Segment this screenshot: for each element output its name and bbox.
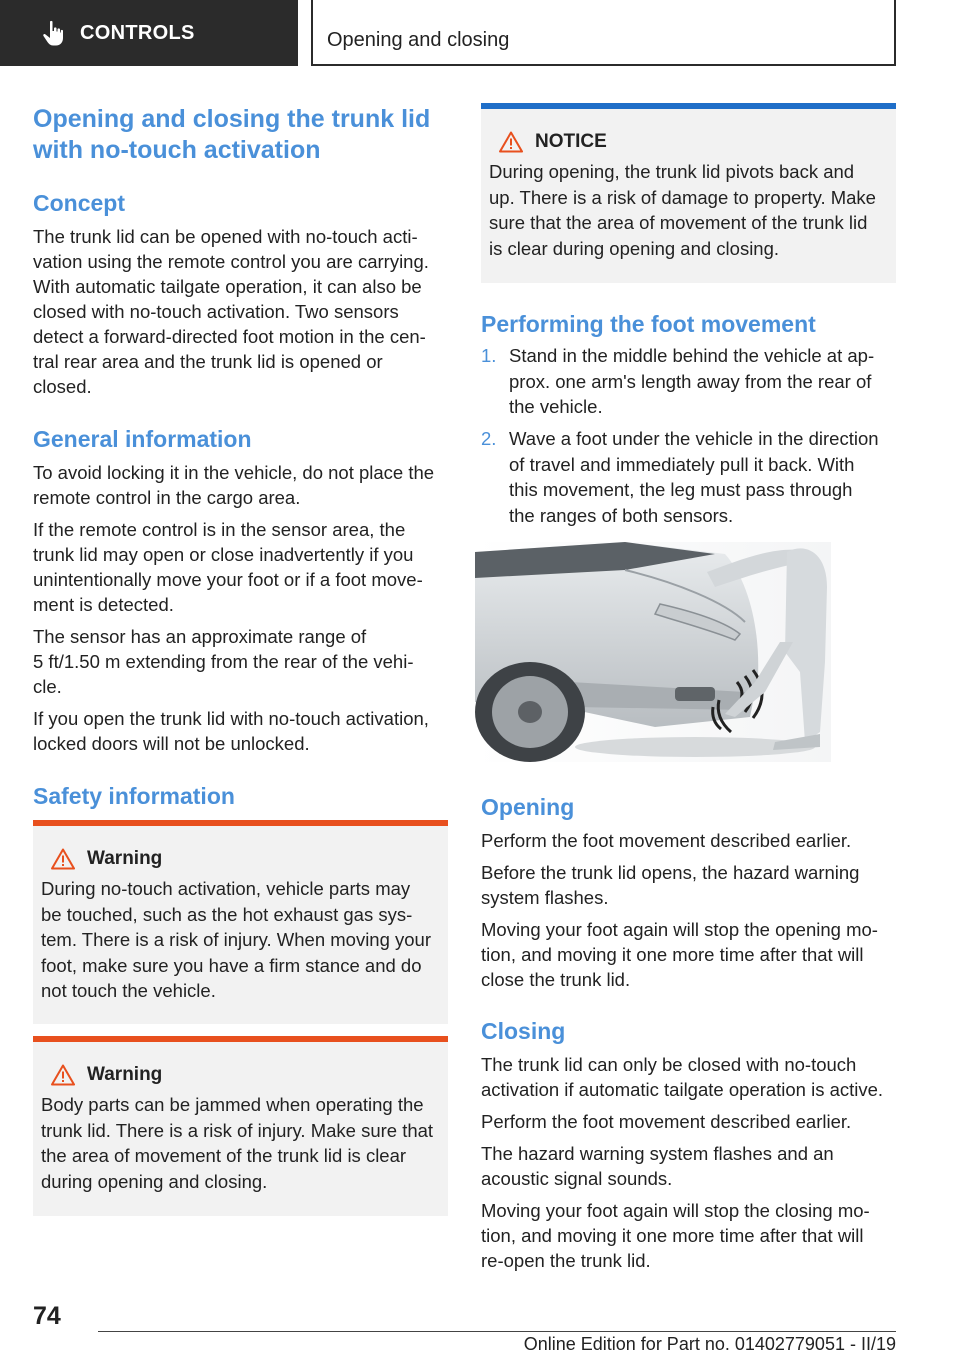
notice-title: NOTICE bbox=[535, 131, 607, 152]
closing-p2: Perform the foot movement described earlier. bbox=[481, 1111, 852, 1132]
notice-box bbox=[481, 103, 896, 283]
warning-triangle-icon bbox=[51, 1064, 75, 1086]
step-number: 1. bbox=[481, 345, 497, 366]
warning-2-text: Body parts can be jammed when operating the trunk lid. There is a risk of injury. Make sure that the area of movement of the trunk lid is clear during opening and closing. bbox=[41, 1094, 434, 1192]
closing-p4: Moving your foot again will stop the closing mo- tion, and moving it one more time after that will re-open the trunk lid. bbox=[481, 1200, 870, 1271]
foot-movement-heading: Performing the foot movement bbox=[481, 311, 816, 337]
notice-text: During opening, the trunk lid pivots back and up. There is a risk of damage to property. Make sure that the area of movement of the trunk lid is clear during opening and closing. bbox=[489, 161, 876, 259]
step-text: Wave a foot under the vehicle in the direction of travel and immediately pull it back. With this movement, the leg must pass through the ranges of both sensors. bbox=[509, 428, 879, 526]
main-heading: Opening and closing the trunk lid with no-touch activation bbox=[33, 105, 431, 164]
warning-box-1 bbox=[33, 820, 448, 1024]
warning-1-text: During no-touch activation, vehicle parts may be touched, such as the hot exhaust gas sys- tem. There is a risk of injury. When moving your foot, make sure you have a firm stance and do not touch the vehicle. bbox=[41, 878, 432, 1001]
general-info-p3: The sensor has an approximate range of 5 ft/1.50 m extending from the rear of the vehi- cle. bbox=[33, 626, 414, 697]
hand-pointer-icon bbox=[42, 20, 64, 46]
general-info-p2: If the remote control is in the sensor area, the trunk lid may open or close inadvertently if you unintentionally move your foot or if a foot move- ment is detected. bbox=[33, 519, 423, 615]
general-info-heading: General information bbox=[33, 426, 252, 452]
closing-heading: Closing bbox=[481, 1018, 566, 1044]
page-header-title: Opening and closing bbox=[327, 29, 510, 51]
page-number: 74 bbox=[33, 1302, 61, 1330]
section-tab bbox=[0, 0, 298, 66]
warning-1-title: Warning bbox=[87, 848, 163, 869]
step-1 bbox=[481, 343, 896, 423]
closing-p1: The trunk lid can only be closed with no-touch activation if automatic tailgate operation is active. bbox=[481, 1054, 884, 1100]
edition-label: Online Edition for Part no. 01402779051 - II/19 bbox=[523, 1334, 896, 1354]
step-number: 2. bbox=[481, 428, 497, 449]
general-info-p4: If you open the trunk lid with no-touch activation, locked doors will not be unlocked. bbox=[33, 708, 429, 754]
step-2 bbox=[481, 426, 896, 530]
warning-2-title: Warning bbox=[87, 1064, 163, 1085]
section-label: CONTROLS bbox=[80, 21, 195, 44]
safety-heading: Safety information bbox=[33, 783, 235, 809]
opening-p1: Perform the foot movement described earlier. bbox=[481, 830, 852, 851]
footer-divider bbox=[98, 1331, 896, 1332]
closing-p3: The hazard warning system flashes and an acoustic signal sounds. bbox=[481, 1143, 834, 1189]
opening-p2: Before the trunk lid opens, the hazard warning system flashes. bbox=[481, 862, 860, 908]
opening-heading: Opening bbox=[481, 794, 575, 820]
foot-gesture-illustration bbox=[475, 542, 831, 762]
opening-p3: Moving your foot again will stop the opening mo- tion, and moving it one more time after that will close the trunk lid. bbox=[481, 919, 878, 990]
concept-heading: Concept bbox=[33, 190, 125, 216]
warning-box-2 bbox=[33, 1036, 448, 1216]
general-info-p1: To avoid locking it in the vehicle, do not place the remote control in the cargo area. bbox=[33, 462, 435, 508]
step-text: Stand in the middle behind the vehicle at ap- prox. one arm's length away from the rear of the vehicle. bbox=[509, 345, 875, 417]
warning-triangle-icon bbox=[51, 848, 75, 870]
warning-triangle-icon bbox=[499, 131, 523, 153]
page-header bbox=[311, 0, 896, 66]
concept-paragraph: The trunk lid can be opened with no-touch acti- vation using the remote control you are carrying. With automatic tailgate operation, it can also be closed with no-touch activation. Two sensors detect a forward-directed foot motion in the cen- tral rear area and the trunk lid is opened or closed. bbox=[33, 226, 429, 397]
